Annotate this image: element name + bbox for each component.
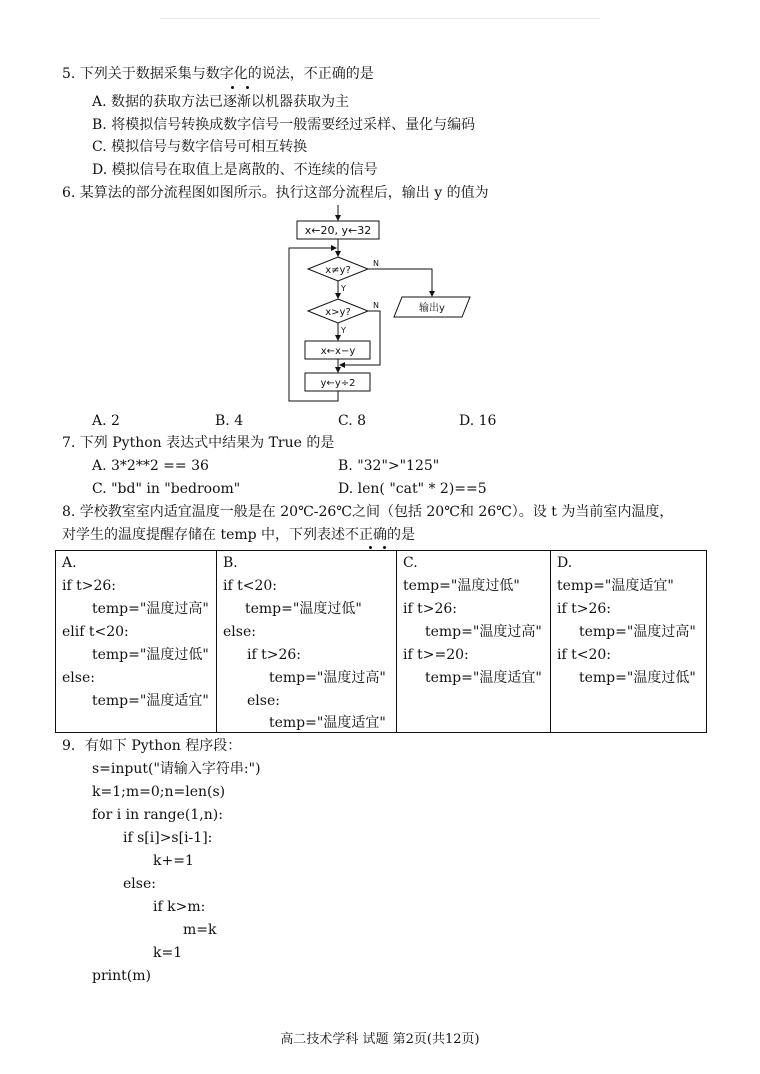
- flow-init-label: x←20, y←32: [304, 224, 372, 237]
- code-line: elif t<20:: [62, 624, 129, 640]
- code-line: temp="温度适宜": [92, 693, 209, 709]
- q8-option-label: A.: [62, 555, 77, 571]
- q6-option-b: B. 4: [215, 413, 244, 429]
- code-line: temp="温度过低": [92, 647, 209, 663]
- q8-option-label: B.: [223, 555, 238, 571]
- code-line: temp="温度过高": [425, 624, 542, 640]
- code-line: temp="温度过低": [579, 670, 696, 686]
- q9-stem: 9．有如下 Python 程序段：: [62, 738, 242, 754]
- code-line: print(m): [92, 968, 151, 984]
- q8-option-label: D.: [557, 555, 573, 571]
- page-footer: 高二技术学科 试题 第2页(共12页): [280, 1032, 480, 1047]
- scan-header-line: [160, 18, 600, 19]
- emphasis-dot: [369, 546, 372, 549]
- flow-cond2-label: x>y?: [325, 307, 351, 318]
- code-line: m=k: [183, 922, 217, 938]
- q7-option-b: B. "32">"125": [338, 458, 440, 474]
- code-line: if k>m:: [153, 899, 206, 915]
- q6-option-a: A. 2: [92, 413, 120, 429]
- q7-option-d: D. len( "cat" * 2)==5: [338, 481, 487, 497]
- q8-option-d-cell: [551, 551, 707, 733]
- flow-step2-label: y←y÷2: [320, 378, 356, 389]
- q8-option-c-cell: [397, 551, 551, 733]
- code-line: else:: [123, 876, 156, 892]
- q8-option-a-cell: [56, 551, 217, 733]
- emphasis-dot: [246, 86, 249, 89]
- flow-cond1-label: x≠y?: [325, 265, 351, 276]
- code-line: temp="温度过低": [245, 601, 362, 617]
- code-line: temp="温度过高": [92, 601, 209, 617]
- q5-option-b: B. 将模拟信号转换成数字信号一般需要经过采样、量化与编码: [92, 117, 476, 133]
- code-line: if t>26:: [247, 647, 301, 663]
- code-line: if t>26:: [557, 601, 611, 617]
- flow-yes-label-2: Y: [341, 326, 346, 335]
- q6-option-d: D. 16: [459, 413, 497, 429]
- q8-stem-line1: 8. 学校教室室内适宜温度一般是在 20℃-26℃之间（包括 20℃和 26℃）。设 t 为当前室内温度，: [62, 504, 674, 520]
- emphasis-dot: [383, 546, 386, 549]
- flow-no-label-2: N: [373, 301, 379, 310]
- flow-output-label: 输出y: [419, 303, 445, 314]
- code-line: else:: [62, 670, 95, 686]
- code-line: temp="温度适宜": [269, 715, 386, 731]
- flow-no-label-1: N: [373, 259, 379, 268]
- q8-option-label: C.: [403, 555, 418, 571]
- code-line: for i in range(1,n):: [92, 807, 223, 823]
- code-line: temp="温度适宜": [557, 578, 674, 594]
- q7-stem: 7. 下列 Python 表达式中结果为 True 的是: [62, 435, 335, 451]
- code-line: k+=1: [153, 853, 194, 869]
- emphasis-dot: [231, 86, 234, 89]
- code-line: temp="温度过高": [269, 670, 386, 686]
- code-line: if t>=20:: [403, 647, 469, 663]
- q8-options-table: [55, 550, 707, 733]
- code-line: if t<20:: [557, 647, 611, 663]
- flow-step1-label: x←x−y: [320, 346, 356, 357]
- code-line: else:: [223, 624, 256, 640]
- code-line: if s[i]>s[i-1]:: [123, 830, 213, 846]
- code-line: else:: [247, 693, 280, 709]
- code-line: if t>26:: [62, 578, 116, 594]
- q6-flowchart: [280, 203, 480, 407]
- q5-option-c: C. 模拟信号与数字信号可相互转换: [92, 139, 308, 155]
- q6-option-c: C. 8: [338, 413, 367, 429]
- code-line: temp="温度适宜": [425, 670, 542, 686]
- code-line: s=input("请输入字符串:"): [92, 761, 261, 777]
- q5-stem: 5. 下列关于数据采集与数字化的说法，不正确的是: [62, 66, 374, 82]
- code-line: k=1;m=0;n=len(s): [92, 784, 226, 800]
- q5-option-d: D. 模拟信号在取值上是离散的、不连续的信号: [92, 162, 378, 178]
- q7-option-c: C. "bd" in "bedroom": [92, 481, 241, 497]
- code-line: if t>26:: [403, 601, 457, 617]
- code-line: temp="温度过高": [579, 624, 696, 640]
- q8-option-b-cell: [217, 551, 397, 733]
- code-line: if t<20:: [223, 578, 277, 594]
- code-line: temp="温度过低": [403, 578, 520, 594]
- code-line: k=1: [153, 945, 183, 961]
- q8-stem-line2: 对学生的温度提醒存储在 temp 中，下列表述不正确的是: [62, 527, 416, 543]
- q6-stem: 6. 某算法的部分流程图如图所示。执行这部分流程后，输出 y 的值为: [62, 185, 489, 201]
- flow-yes-label-1: Y: [341, 284, 346, 293]
- q5-option-a: A. 数据的获取方法已逐渐以机器获取为主: [92, 94, 350, 110]
- q7-option-a: A. 3*2**2 == 36: [92, 458, 209, 474]
